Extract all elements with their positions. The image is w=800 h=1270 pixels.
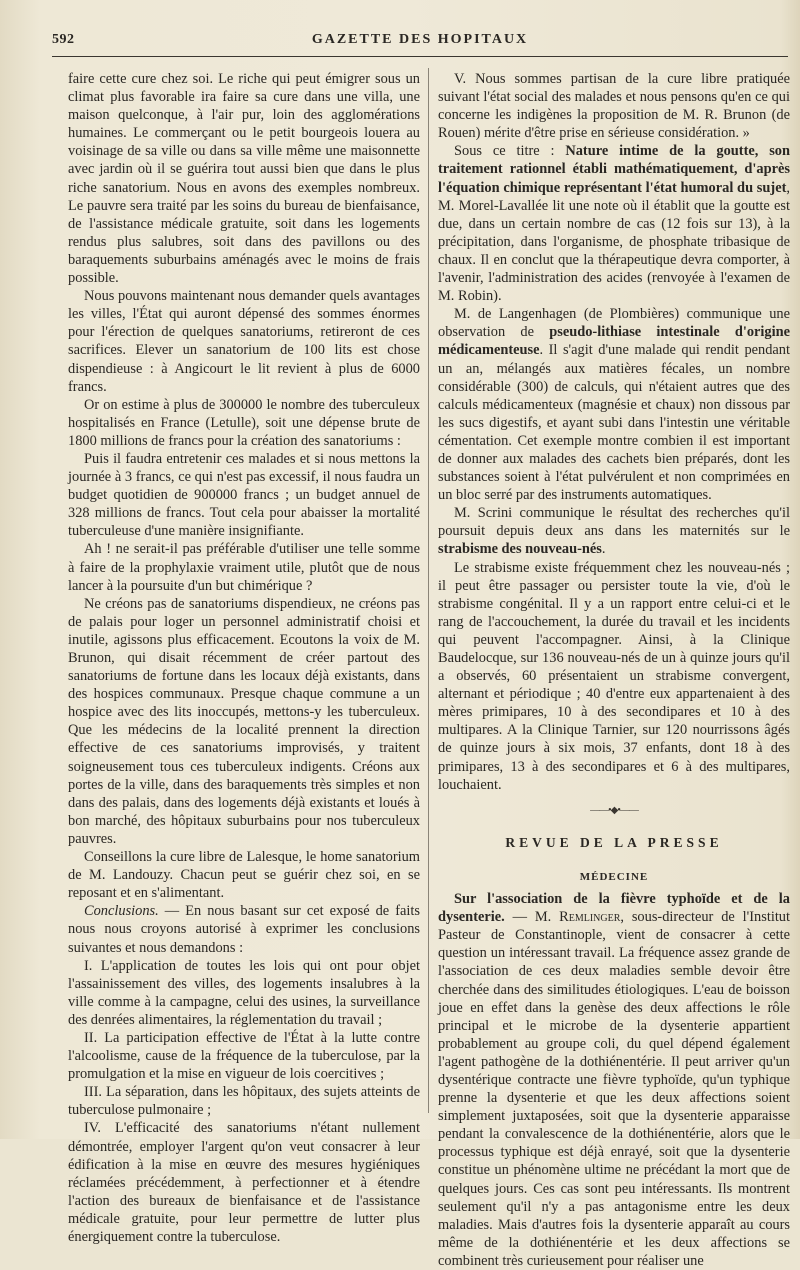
conclusion-item: I. L'application de toutes les lois qui ont pour objet l'assainissement des villes, des logements insalubres à la ville comme à la campagne, celui des usines, la surveillance des denrées alimentaires, la réglementation du travail ;	[68, 957, 420, 1028]
text-run: M. Scrini communique le résultat des recherches qu'il poursuit depuis deux ans dans les maternités sur le	[438, 505, 790, 540]
paragraph: Conseillons la cure libre de Lalesque, le home sanatorium de M. Landouzy. Chacun peut se guérir chez soi, en se reposant et en s'alimentant.	[68, 849, 420, 902]
bold-title: pseudo-lithiase intestinale d'origine médicamenteuse	[438, 324, 790, 359]
paragraph: Ah ! ne serait-il pas préférable d'utiliser une telle somme à faire de la prophylaxie vraiment utile, plutôt que de nous lancer à la poursuite d'un but chimérique ?	[68, 541, 420, 594]
page-number: 592	[52, 32, 75, 47]
paragraph: Puis il faudra entretenir ces malades et si nous mettons la journée à 3 francs, ce qui n'est pas excessif, il nous faudra un budget quotidien de 900000 francs ; un budget annuel de 328 millions de francs. Tout cela pour abaisser la mortalité tuberculeuse d'une manière insignifiante.	[68, 450, 420, 540]
conclusions-lead: Conclusions.	[84, 903, 159, 920]
conclusion-item: III. La séparation, dans les hôpitaux, des sujets atteints de tuberculose pulmonaire ;	[68, 1084, 420, 1119]
text-run: — M.	[504, 909, 560, 926]
section-ornament: ——•◆•——	[590, 804, 638, 816]
paragraph: faire cette cure chez soi. Le riche qui peut émigrer sous un climat plus favorable ira faire sa cure dans une villa, une maison quelconque, à l'air pur, loin des agglomérations humaines. Le commerçant ou le petit bourgeois louera au voisinage de sa ville ou dans sa ville même une maisonnette avec jardin où il se guérira tout aussi bien que dans le plus riche sanatorium. Nous en avons des exemples nombreux. Le pauvre sera traité par les soins du bureau de bienfaisance, de l'assistance médicale gratuite, soit dans les logements rendus plus salubres, soit dans des pavillons ou des baraquements suburbains aménagés avec le moins de frais possible.	[68, 71, 420, 287]
conclusion-item: II. La participation effective de l'État à la lutte contre l'alcoolisme, cause de la fréquence de la tuberculose, par la promulgation et la mise en vigueur de lois coercitives ;	[68, 1029, 420, 1083]
page-header	[52, 32, 788, 52]
bold-title: Nature intime de la goutte, son traitement rationnel établi mathématiquement, d'après l'équation chimique représentant l'état humoral du sujet	[438, 143, 790, 196]
text-run: Sous ce titre :	[454, 143, 566, 160]
text-run: , M. Morel-Lavallée lit une note où il établit que la goutte est due, dans un certain nombre de cas (12 fois sur 13), à la précipitation, dans l'organisme, de phosphate tribasique de chaux. Il en conclut que la thérapeutique devra comporter, à l'avenir, l'administration des acides (renvoyée à l'examen de M. Robin).	[438, 179, 790, 305]
paragraph	[438, 504, 790, 558]
left-column	[68, 70, 420, 1246]
paragraph: Ne créons pas de sanatoriums dispendieux, ne créons pas de palais pour loger un personnel administratif choisi et inutile, agissons plus efficacement. Ecoutons la voix de M. Brunon, qui disait récemment de créer partout des sanatoriums de fortune dans les locaux déjà existants, dans des hospices communaux. Presque chaque commune a un hospice avec des lits inoccupés, mettons-y les tuberculeux. Que les médecins de la localité prennent la direction effective de ces sanatoriums improvisés, y traitent soigneusement tous ces tuberculeux indigents. Créons aux portes de la ville, dans des baraquements très simples et non dans des palais, dans des logements déjà existants et loués à bon marché, des hôpitaux suburbains pour nos tuberculeux pauvres.	[68, 595, 420, 847]
paragraph	[438, 890, 790, 1270]
author-name: Remlinger	[559, 909, 621, 926]
text-run: .	[601, 541, 606, 558]
conclusions-text: — En nous basant sur cet exposé de faits nous nous croyons autorisé à exprimer les conclusions suivantes et nous demandons :	[68, 903, 420, 956]
conclusion-item: V. Nous sommes partisan de la cure libre pratiquée suivant l'état social des malades et nous pensons qu'en ce qui concerne les indigènes la proposition de M. R. Brunon (de Rouen) mérite d'être prise en sérieuse considération. »	[438, 71, 790, 142]
running-title: GAZETTE DES HOPITAUX	[311, 32, 529, 47]
header-rule	[52, 56, 788, 57]
bold-title: strabisme des nouveau-nés	[438, 541, 602, 558]
text-run: M. de Langenhagen (de Plombières) communique une observation de	[438, 306, 790, 341]
text-run: . Il s'agit d'une malade qui rendit pendant un an, mélangés aux matières fécales, un nombre considérable (300) de calculs, qui n'étaient autres que des calculs médicamenteux (magnésie et chaux) non dissous par les sucs digestifs, et ayant subi dans l'intestin une véritable cémentation. Cet exemple montre combien il est important de donner aux malades des cachets bien préparés, dont les substances soient à l'état pulvérulent et non comprimées en un bloc serré par des instruments automatiques.	[438, 342, 790, 504]
paragraph: Or on estime à plus de 300000 le nombre des tuberculeux hospitalisés en France (Letulle), soit une dépense brute de 1800 millions de francs pour la création des sanatoriums :	[68, 396, 420, 449]
paragraph: Le strabisme existe fréquemment chez les nouveau-nés ; il peut être passager ou persister toute la vie, d'où le strabisme congénital. Il y a un rapport entre celui-ci et le rang de l'accouchement, la durée du travail et les incidents qui peuvent l'accompagner. Ainsi, à la Clinique Baudelocque, sur 136 nouveau-nés de un à quinze jours qu'il a observés, 60 présentaient un strabisme convergent, alternant et périodique ; 40 d'entre eux appartenaient à des mères primipares, 10 à des secondipares et 10 à des multipares. A la Clinique Tarnier, sur 120 nourrissons âgés de quinze jours à six mois, 37 enfants, dont 18 à des primipares, 13 à des secondipares et 6 à des multipares, louchaient.	[438, 559, 790, 793]
paragraph: Nous pouvons maintenant nous demander quels avantages les villes, l'État qui auront dépensé des sommes énormes pour l'érection de quelques sanatoriums, retireront de ces sacrifices. Elever un sanatorium de 100 lits est chose dispendieuse : à Angicourt le lit revient à plus de 6000 francs.	[68, 288, 420, 395]
bold-title: Sur l'association de la fièvre typhoïde et de la dysenterie.	[438, 891, 790, 926]
text-run: , sous-directeur de l'Institut Pasteur de Constantinople, vient de consacrer à cette question un intéressant travail. La fréquence assez grande de l'association de ces deux maladies semble devoir être cherchée dans des similitudes étiologiques. L'eau de boisson joue en effet dans la genèse des deux affections le rôle principal et le microbe de la dysenterie appartient probablement au groupe coli, du quel dépend également l'agent pathogène de la dothiénentérie. Il peut arriver qu'un dysentérique contracte une fièvre typhoïde, qu'un typhique prenne la dysenterie et que les deux affections soient simplement juxtaposées, soit que la dysenterie apparaisse pendant la convalescence de la dothiénentérie, alors que le processus typhique est déjà enrayé, soit que la dysenterie constitue un phénomène ultime ne précédant la mort que de quelques jours. Ces cas sont peu intéressants. Ils montrent seulement qu'il n'y a pas antagonisme entre les deux maladies. Mais d'autres fois la dysenterie apparaît au cours même de la dothiénentérie et les deux affections se combinent très curieusement pour réaliser une	[438, 909, 791, 1269]
paragraph	[438, 142, 790, 305]
subsection-title: MÉDECINE	[579, 870, 649, 883]
paragraph	[438, 305, 790, 504]
conclusions-paragraph	[68, 902, 420, 956]
conclusion-item: IV. L'efficacité des sanatoriums n'étant nullement démontrée, employer l'argent qu'on veut consacrer à leur édification à la mise en œuvre des mesures hygiéniques réclamées précédemment, à perfectionner et à étendre l'action des bureaux de bienfaisance et de l'assistance médicale gratuite, pour leur permettre de lutter plus énergiquement contre la tuberculose.	[68, 1120, 420, 1245]
column-divider	[428, 68, 429, 1113]
section-title: REVUE DE LA PRESSE	[505, 834, 723, 850]
right-column	[438, 70, 790, 1270]
